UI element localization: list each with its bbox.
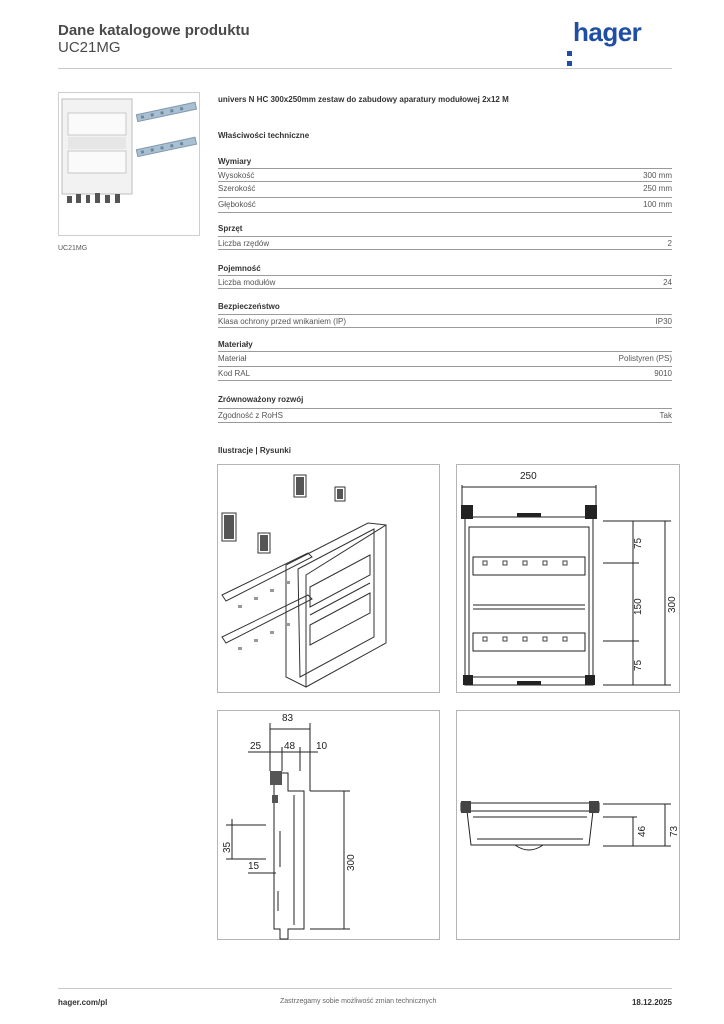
dim-top-inner: 46 — [637, 825, 648, 837]
product-thumbnail — [58, 92, 200, 236]
document-title: Dane katalogowe produktu — [58, 22, 250, 39]
property-row: Liczba rzędów 2 — [218, 236, 672, 250]
property-row: Liczba modułów 24 — [218, 275, 672, 289]
group-title-sustainability: Zrównoważony rozwój — [218, 395, 304, 404]
group-title-dimensions: Wymiary — [218, 157, 252, 166]
footer-date: 18.12.2025 — [631, 998, 672, 1007]
property-row: Materiał Polistyren (PS) — [218, 351, 672, 364]
dim-front-top: 75 — [633, 537, 644, 549]
hager-logo: hager — [567, 17, 641, 48]
property-row: Głębokość 100 mm — [218, 197, 672, 213]
dim-front-middle: 150 — [633, 598, 644, 615]
dim-side-rail-offset: 35 — [222, 841, 233, 853]
group-title-capacity: Pojemność — [218, 264, 261, 273]
footer-divider — [58, 988, 672, 989]
footer-website-link[interactable]: hager.com/pl — [58, 998, 108, 1007]
dim-front-total: 300 — [667, 596, 678, 613]
property-row: Zgodność z RoHS Tak — [218, 408, 672, 423]
property-row: Szerokość 250 mm — [218, 181, 672, 194]
property-row: Wysokość 300 mm — [218, 168, 672, 181]
illustration-side-view — [217, 710, 440, 940]
illustration-front-view — [456, 464, 680, 693]
illustrations-heading: Ilustracje | Rysunki — [218, 446, 291, 455]
dim-side-height: 300 — [346, 854, 357, 871]
dim-front-width: 250 — [520, 471, 537, 482]
footer-notice: Zastrzegamy sobie możliwość zmian technicznych — [280, 998, 437, 1005]
thumbnail-caption: UC21MG — [58, 245, 88, 252]
dim-top-outer: 73 — [669, 825, 680, 837]
product-description: univers N HC 300x250mm zestaw do zabudowy aparatury modułowej 2x12 M — [218, 95, 509, 104]
property-row: Klasa ochrony przed wnikaniem (IP) IP30 — [218, 314, 672, 328]
header-divider — [58, 68, 672, 69]
illustration-top-view — [456, 710, 680, 940]
product-code: UC21MG — [58, 39, 121, 56]
dim-side-a: 25 — [250, 741, 262, 752]
dim-side-depth: 83 — [282, 713, 294, 724]
dim-side-b: 48 — [284, 741, 296, 752]
group-title-materials: Materiały — [218, 340, 253, 349]
group-title-equipment: Sprzęt — [218, 224, 243, 233]
illustration-isometric — [217, 464, 440, 693]
group-title-safety: Bezpieczeństwo — [218, 302, 280, 311]
technical-properties-heading: Właściwości techniczne — [218, 131, 310, 140]
dim-side-rail-width: 15 — [248, 861, 260, 872]
dim-front-bottom: 75 — [633, 659, 644, 671]
dim-side-c: 10 — [316, 741, 328, 752]
property-row: Kod RAL 9010 — [218, 366, 672, 381]
